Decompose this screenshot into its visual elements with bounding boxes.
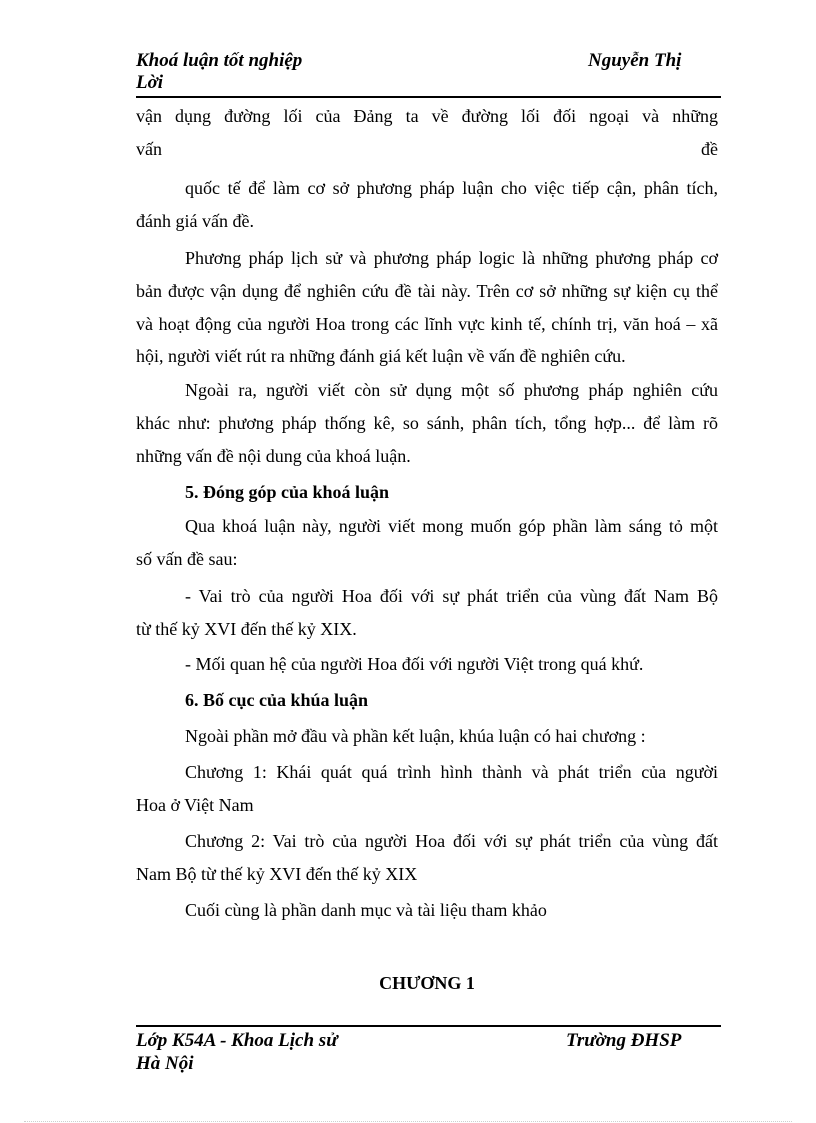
paragraph-line: đánh giá vấn đề. xyxy=(136,211,254,231)
footer-divider xyxy=(136,1025,721,1027)
paragraph-line: Chương 1: Khái quát quá trình hình thành và phát triển của người xyxy=(185,762,718,782)
paragraph-line: vấn đề xyxy=(136,139,718,159)
paragraph-line: - Mối quan hệ của người Hoa đối với người Việt trong quá khứ. xyxy=(185,654,644,674)
paragraph-line: hội, người viết rút ra những đánh giá kết luận về vấn đề nghiên cứu. xyxy=(136,346,626,366)
header-author: Nguyễn Thị xyxy=(588,50,682,71)
paragraph-line: Phương pháp lịch sử và phương pháp logic là những phương pháp cơ xyxy=(185,248,718,268)
paragraph-line: Chương 2: Vai trò của người Hoa đối với sự phát triển của vùng đất xyxy=(185,831,718,851)
paragraph-line: quốc tế để làm cơ sở phương pháp luận cho việc tiếp cận, phân tích, xyxy=(185,178,718,198)
paragraph-line: những vấn đề nội dung của khoá luận. xyxy=(136,446,411,466)
paragraph-line: Cuối cùng là phần danh mục và tài liệu tham khảo xyxy=(185,900,547,920)
header-author-continued: Lời xyxy=(136,72,164,93)
paragraph-line: và hoạt động của người Hoa trong các lĩnh vực kinh tế, chính trị, văn hoá – xã xyxy=(136,314,718,334)
paragraph-line: bản được vận dụng để nghiên cứu đề tài này. Trên cơ sở những sự kiện cụ thể xyxy=(136,281,718,301)
paragraph-line: Ngoài phần mở đầu và phần kết luận, khúa luận có hai chương : xyxy=(185,726,646,746)
footer-class-department: Lớp K54A - Khoa Lịch sử xyxy=(136,1030,338,1051)
paragraph-line: Qua khoá luận này, người viết mong muốn góp phần làm sáng tỏ một xyxy=(185,516,718,536)
paragraph-line: vận dụng đường lối của Đảng ta về đường lối đối ngoại và những xyxy=(136,106,718,126)
section-heading: 6. Bố cục của khúa luận xyxy=(185,690,369,710)
paragraph-line: - Vai trò của người Hoa đối với sự phát triển của vùng đất Nam Bộ xyxy=(185,586,718,606)
footer-city: Hà Nội xyxy=(136,1053,194,1074)
footer-university: Trường ĐHSP xyxy=(566,1030,682,1051)
page-header xyxy=(136,50,721,98)
page-bottom-border xyxy=(24,1121,792,1122)
paragraph-line: số vấn đề sau: xyxy=(136,549,238,569)
paragraph-line: Nam Bộ từ thế kỷ XVI đến thế kỷ XIX xyxy=(136,864,418,884)
header-thesis-title: Khoá luận tốt nghiệp xyxy=(136,50,303,71)
paragraph-line: Hoa ở Việt Nam xyxy=(136,795,254,815)
paragraph-line: Ngoài ra, người viết còn sử dụng một số phương pháp nghiên cứu xyxy=(185,380,718,400)
paragraph-line: từ thế kỷ XVI đến thế kỷ XIX. xyxy=(136,619,357,639)
paragraph-line: khác như: phương pháp thống kê, so sánh, phân tích, tổng hợp... để làm rõ xyxy=(136,413,718,433)
chapter-heading: CHƯƠNG 1 xyxy=(379,973,475,993)
section-heading: 5. Đóng góp của khoá luận xyxy=(185,482,390,502)
